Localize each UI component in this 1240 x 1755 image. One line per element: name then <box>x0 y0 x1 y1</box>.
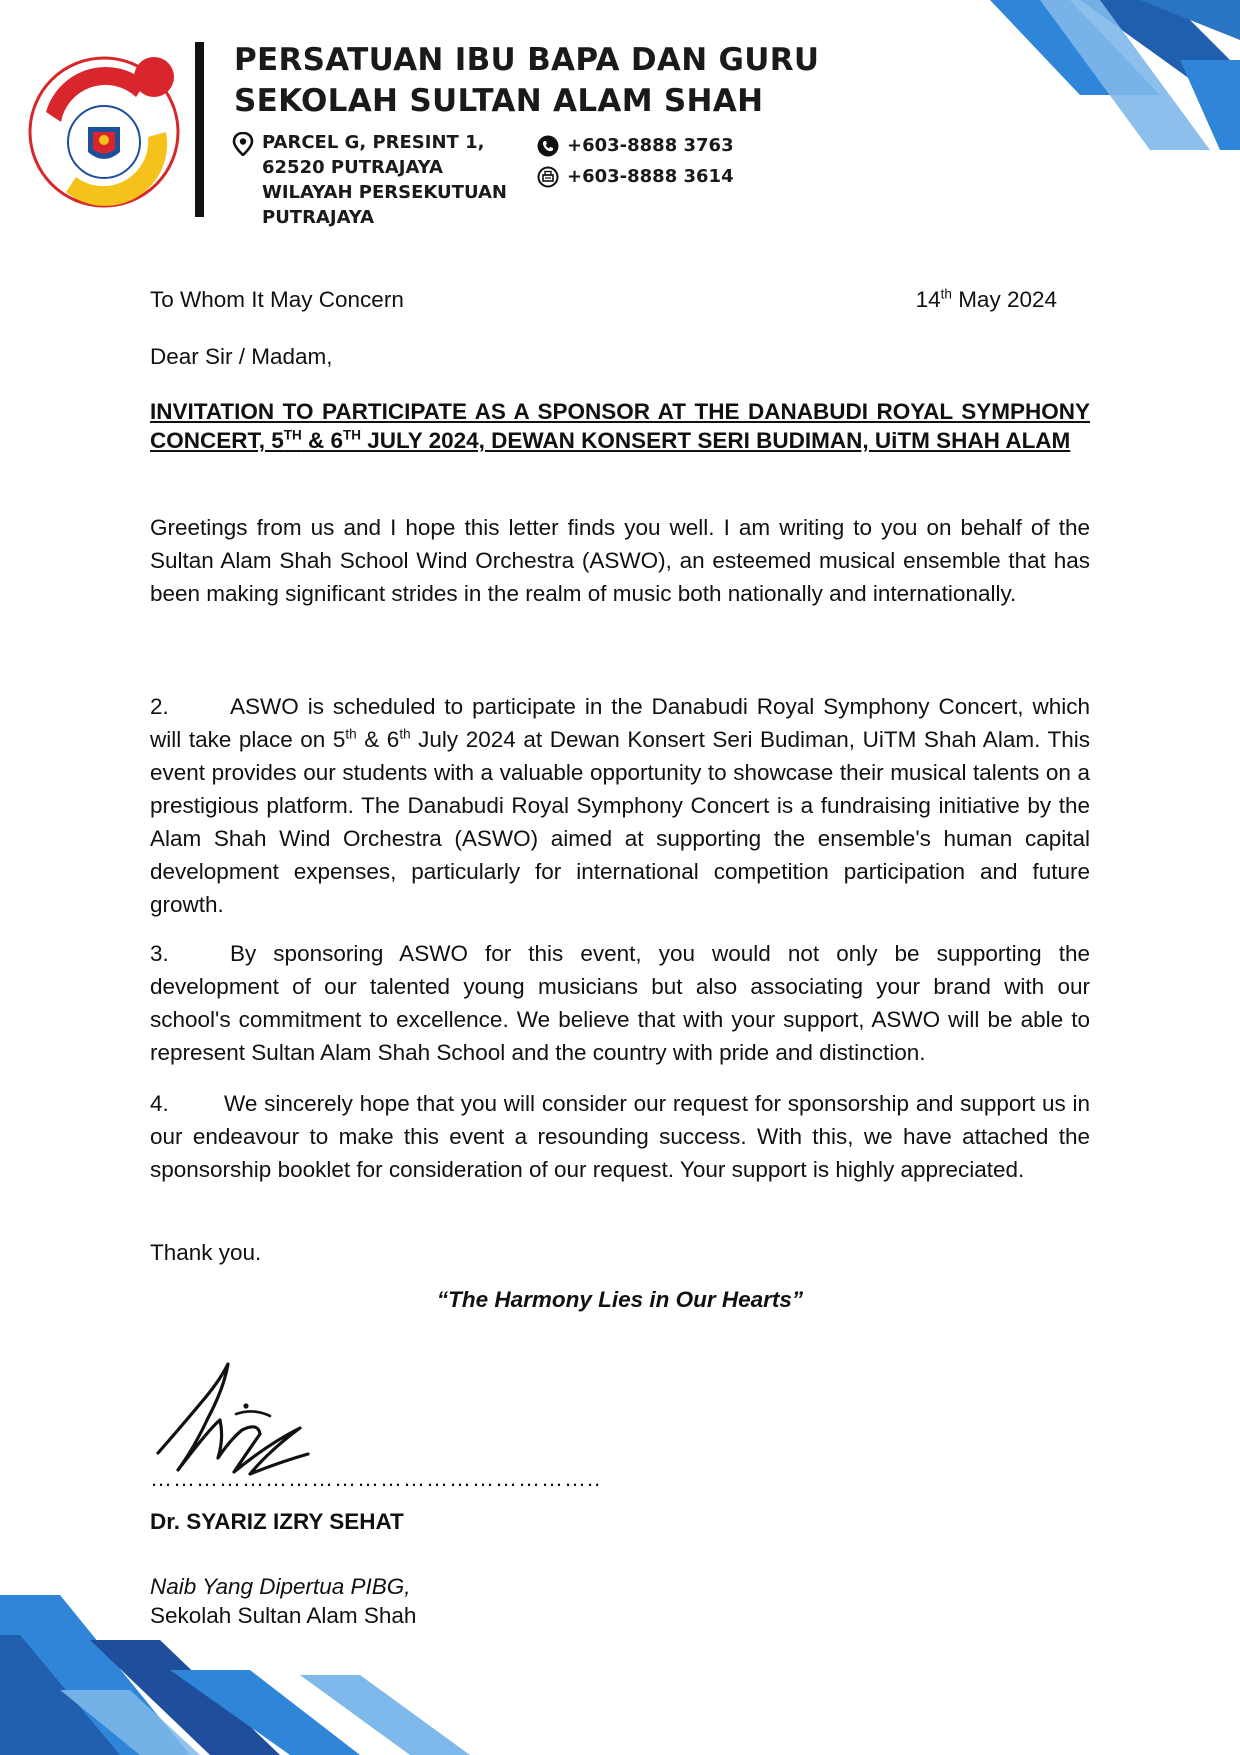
paragraph-3 <box>150 937 1090 1069</box>
address-line: PUTRAJAYA <box>262 207 375 228</box>
subject-heading <box>150 397 1090 455</box>
paragraph-text: & 6 <box>356 727 400 752</box>
paragraph-4 <box>150 1087 1090 1186</box>
salutation: Dear Sir / Madam, <box>150 344 333 369</box>
phone-number: +603-8888 3763 <box>567 135 734 156</box>
paragraph-sup: th <box>345 726 357 742</box>
phone-block <box>537 130 734 230</box>
address-line: PARCEL G, PRESINT 1, <box>262 132 485 153</box>
phone-icon <box>537 135 559 157</box>
signer-name: Dr. SYARIZ IZRY SEHAT <box>150 1509 404 1534</box>
signer-title: Naib Yang Dipertua PIBG, <box>150 1574 411 1599</box>
paragraph-text: By sponsoring ASWO for this event, you would not only be supporting the development of our talented young musicians but also associating your brand with our school's commitment to excellence. We believe that with your support, ASWO will be able to represent Sultan Alam Shah School and the country with pride and distinction. <box>150 941 1090 1065</box>
paragraph-number: 2. <box>150 694 169 719</box>
fax-number: +603-8888 3614 <box>567 166 734 187</box>
fax-icon <box>537 166 559 188</box>
date-suffix: th <box>940 286 952 302</box>
address-line: 62520 PUTRAJAYA <box>262 157 443 178</box>
letterhead-divider <box>195 42 204 217</box>
subject-text: JULY 2024, DEWAN KONSERT SERI BUDIMAN, UiTM SHAH ALAM <box>361 428 1071 453</box>
contact-block <box>232 130 734 230</box>
organization-name <box>234 40 819 122</box>
org-name-line2: SEKOLAH SULTAN ALAM SHAH <box>234 83 764 119</box>
fax-row <box>537 161 734 192</box>
address-line: WILAYAH PERSEKUTUAN <box>262 182 507 203</box>
paragraph-1: Greetings from us and I hope this letter finds you well. I am writing to you on behalf of the Sultan Alam Shah School Wind Orchestra (ASWO), an esteemed musical ensemble that has been making significant strides in the realm of music both nationally and internationally. <box>150 515 1090 606</box>
letter-date <box>916 283 1057 316</box>
paragraph-number: 4. <box>150 1091 169 1116</box>
paragraph-2 <box>150 690 1090 921</box>
motto: “The Harmony Lies in Our Hearts” <box>436 1287 804 1312</box>
date-day: 14 <box>915 287 941 312</box>
org-name-line1: PERSATUAN IBU BAPA DAN GURU <box>234 42 820 78</box>
location-pin-icon <box>232 132 254 156</box>
paragraph-number: 3. <box>150 941 169 966</box>
recipient: To Whom It May Concern <box>150 287 404 312</box>
address-block <box>232 130 507 230</box>
paragraph-sup: th <box>399 726 411 742</box>
subject-text: & 6 <box>301 428 344 453</box>
subject-text: INVITATION TO PARTICIPATE AS A SPONSOR AT THE DANABUDI ROYAL SYMPHONY CONCERT, 5 <box>150 399 1090 453</box>
phone-row <box>537 130 734 161</box>
paragraph-text: We sincerely hope that you will consider our request for sponsorship and support us in our endeavour to make this event a resounding success. With this, we have attached the sponsorship booklet for consideration of our request. Your support is highly appreciated. <box>150 1091 1090 1182</box>
signature-line: ………………………………………………….. <box>150 1466 602 1491</box>
subject-sup: TH <box>283 427 302 443</box>
paragraph-text: July 2024 at Dewan Konsert Seri Budiman, UiTM Shah Alam. This event provides our students with a valuable opportunity to showcase their musical talents on a prestigious platform. The Danabudi Royal Symphony Concert is a fundraising initiative by the Alam Shah Wind Orchestra (ASWO) aimed at supporting the ensemble's human capital development expenses, particularly for international competition participation and future growth. <box>150 727 1090 917</box>
paragraph-text: ASWO is scheduled to participate in the Danabudi Royal Symphony Concert, which will take place on 5 <box>150 694 1090 752</box>
signer-school: Sekolah Sultan Alam Shah <box>150 1603 417 1628</box>
pibg-logo <box>26 42 184 220</box>
date-month-year: May 2024 <box>951 287 1057 312</box>
subject-sup: TH <box>343 427 362 443</box>
closing: Thank you. <box>150 1240 262 1265</box>
